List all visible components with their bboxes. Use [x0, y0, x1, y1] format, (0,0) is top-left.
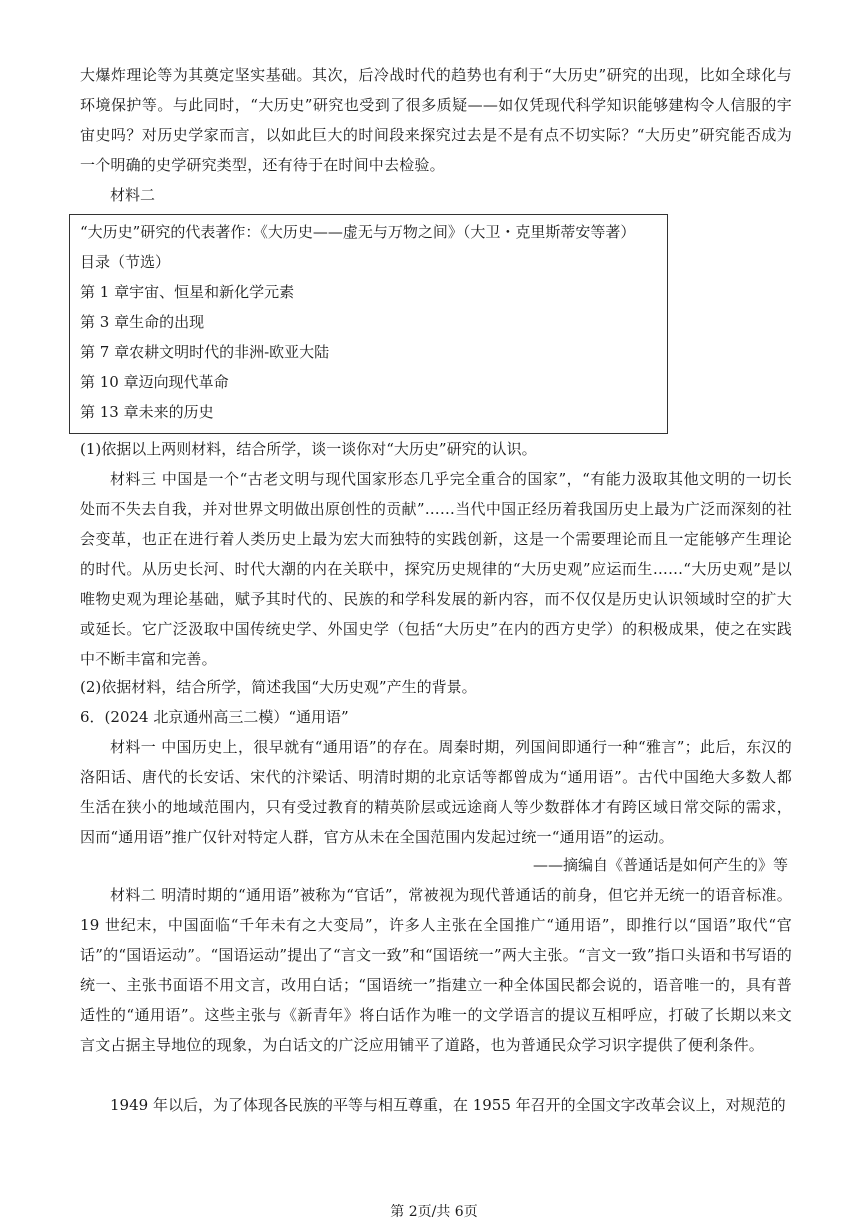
chapter-item: 第 1 章宇宙、恒星和新化学元素	[80, 283, 295, 301]
q6-last-line: 1949 年以后，为了体现各民族的平等与相互尊重，在 1955 年召开的全国文字改革会议上，对规范的	[110, 1096, 786, 1114]
material-two-label: 材料二	[110, 186, 156, 204]
intro-paragraph: 大爆炸理论等为其奠定坚实基础。其次，后冷战时代的趋势也有利于“大历史”研究的出现，比如全球化与环境保护等。与此同时，“大历史”研究也受到了很多质疑——如仅凭现代科学知识能够建构令人信服的宇宙史吗？对历史学家而言，以如此巨大的时间段来探究过去是不是有点不切实际？“大历史”研究能否成为一个明确的史学研究类型，还有待于在时间中去检验。	[80, 66, 792, 174]
q6-material-one-source: ——摘编自《普通话是如何产生的》等	[532, 856, 788, 874]
box-title: “大历史”研究的代表著作：《大历史——虚无与万物之间》（大卫・克里斯蒂安等著）	[80, 223, 636, 241]
page-footer: 第 2页/共 6页	[390, 1204, 478, 1220]
chapter-item: 第 3 章生命的出现	[80, 313, 205, 331]
question-6-heading: 6．(2024 北京通州高三二模）“通用语”	[80, 708, 349, 726]
toc-label: 目录（节选）	[80, 253, 171, 271]
q6-material-one: 材料一 中国历史上，很早就有“通用语”的存在。周秦时期，列国间即通行一种“雅言”；此后，东汉的洛阳话、唐代的长安话、宋代的汴梁话、明清时期的北京话等都曾成为“通用语”。古代中国绝大多数人都生活在狭小的地域范围内，只有受过教育的精英阶层或远途商人等少数群体才有跨区域日常交际的需求，因而“通用语”推广仅针对特定人群，官方从未在全国范围内发起过统一“通用语”的运动。	[80, 738, 792, 846]
chapter-item: 第 13 章未来的历史	[80, 403, 214, 421]
chapter-item: 第 10 章迈向现代革命	[80, 373, 229, 391]
chapter-item: 第 7 章农耕文明时代的非洲-欧亚大陆	[80, 343, 330, 361]
bibliography-box	[69, 214, 668, 434]
question-1: (1)依据以上两则材料，结合所学，谈一谈你对“大历史”研究的认识。	[80, 440, 537, 458]
material-three: 材料三 中国是一个“古老文明与现代国家形态几乎完全重合的国家”，“有能力汲取其他文明的一切长处而不失去自我，并对世界文明做出原创性的贡献”……当代中国正经历着我国历史上最为广泛而深刻的社会变革，也正在进行着人类历史上最为宏大而独特的实践创新，这是一个需要理论而且一定能够产生理论的时代。从历史长河、时代大潮的内在关联中，探究历史规律的“大历史观”应运而生……“大历史观”是以唯物史观为理论基础，赋予其时代的、民族的和学科发展的新内容，而不仅仅是历史认识领域时空的扩大或延长。它广泛汲取中国传统史学、外国史学（包括“大历史”在内的西方史学）的积极成果，使之在实践中不断丰富和完善。	[80, 470, 792, 668]
q6-material-two: 材料二 明清时期的“通用语”被称为“官话”，常被视为现代普通话的前身，但它并无统一的语音标准。19 世纪末，中国面临“千年未有之大变局”，许多人主张在全国推广“通用语”，即推行以“国语”取代“官话”的“国语运动”。“国语运动”提出了“言文一致”和“国语统一”两大主张。“言文一致”指口头语和书写语的统一、主张书面语不用文言，改用白话；“国语统一”指建立一种全体国民都会说的，语音唯一的，具有普适性的“通用语”。这些主张与《新青年》将白话作为唯一的文学语言的提议互相呼应，打破了长期以来文言文占据主导地位的现象，为白话文的广泛应用铺平了道路，也为普通民众学习识字提供了便利条件。	[80, 886, 792, 1054]
question-2: (2)依据材料，结合所学，简述我国“大历史观”产生的背景。	[80, 678, 477, 696]
